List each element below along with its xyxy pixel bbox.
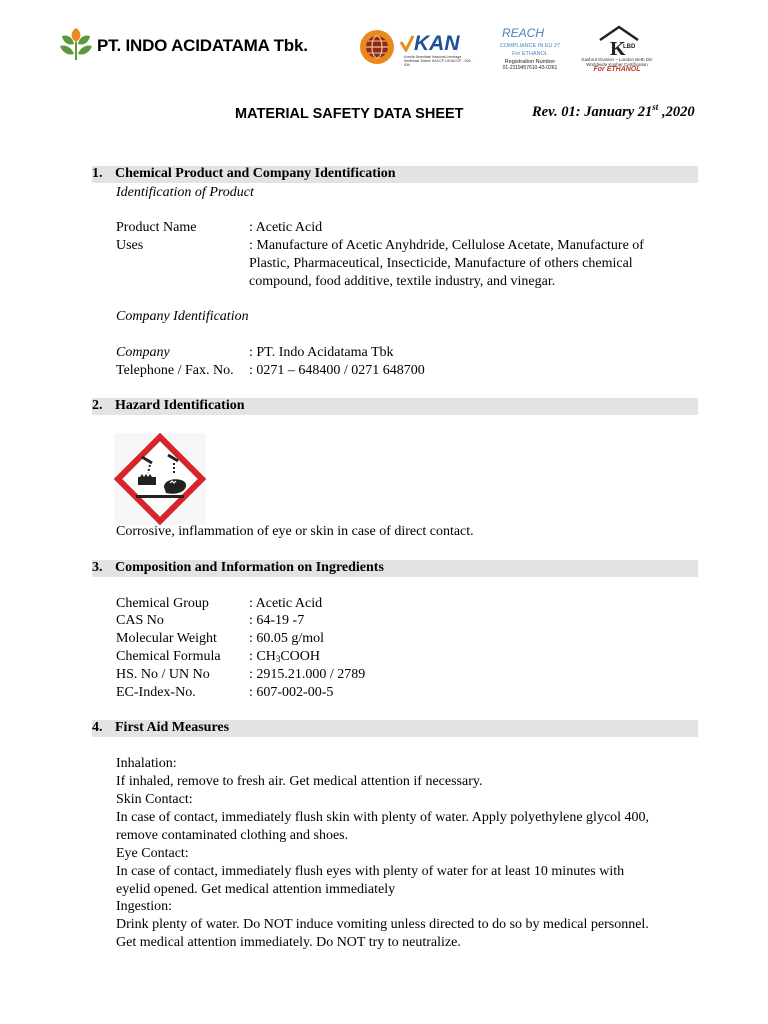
uses-label: Uses xyxy=(116,238,144,253)
section-2-title: Hazard Identification xyxy=(115,398,245,413)
chemical-formula-value: : $CH_3COOH$ xyxy=(249,649,321,664)
product-name-value: : Acetic Acid xyxy=(249,220,323,235)
ingestion-line-1: Drink plenty of water. Do NOT induce vomiting unless directed to do so by medical personnel. xyxy=(116,917,649,932)
identification-of-product-heading: Identification of Product xyxy=(116,185,254,200)
svg-text:K: K xyxy=(610,38,626,58)
chemical-group-label: Chemical Group xyxy=(116,596,209,611)
ingestion-label: Ingestion: xyxy=(116,899,172,914)
klbd-for-ethanol: For ETHANOL xyxy=(593,66,641,73)
reach-line-4: 01-2119457610-43-0261 xyxy=(502,65,558,71)
revision-date: Rev. 01: January 21st ,2020 xyxy=(532,102,695,120)
hs-un-no-value: : 2915.21.000 / 2789 xyxy=(249,667,366,682)
uses-value-line-1: : Manufacture of Acetic Anyhdride, Cellulose Acetate, Manufacture of xyxy=(249,238,644,253)
corrosive-pictogram-icon xyxy=(114,433,206,525)
section-3-number: 3. xyxy=(92,560,103,575)
company-identification-heading: Company Identification xyxy=(116,309,249,324)
company-label: Company xyxy=(116,345,170,360)
hs-un-no-label: HS. No / UN No xyxy=(116,667,210,682)
kan-logo: KAN xyxy=(414,32,460,55)
section-4-number: 4. xyxy=(92,720,103,735)
eye-contact-label: Eye Contact: xyxy=(116,846,189,861)
ec-index-label: EC-Index-No. xyxy=(116,685,196,700)
reach-line-2: For ETHANOL xyxy=(512,51,548,57)
company-name: PT. INDO ACIDATAMA Tbk. xyxy=(97,36,308,55)
section-4-title: First Aid Measures xyxy=(115,720,230,735)
product-name-label: Product Name xyxy=(116,220,197,235)
section-1-title: Chemical Product and Company Identification xyxy=(115,166,396,181)
ec-index-value: : 607-002-00-5 xyxy=(249,685,334,700)
skin-contact-line-2: remove contaminated clothing and shoes. xyxy=(116,828,349,843)
klbd-kosher-icon xyxy=(596,24,642,58)
klbd-subtext: Kashrut Division – London Beth Din Worldwide Kosher Certification xyxy=(581,57,653,67)
kan-check-icon xyxy=(400,34,414,52)
cas-no-value: : 64-19 -7 xyxy=(249,613,305,628)
reach-line-3: Registration Number xyxy=(504,59,556,65)
molecular-weight-label: Molecular Weight xyxy=(116,631,217,646)
uses-value-line-2: Plastic, Pharmaceutical, Insecticide, Manufacture of others chemical xyxy=(249,256,633,271)
eye-contact-line-1: In case of contact, immediately flush eyes with plenty of water for at least 10 minutes with xyxy=(116,864,625,879)
section-3-title: Composition and Information on Ingredients xyxy=(115,560,384,575)
chemical-formula-label: Chemical Formula xyxy=(116,649,221,664)
document-title: MATERIAL SAFETY DATA SHEET xyxy=(235,106,464,122)
section-2-number: 2. xyxy=(92,398,103,413)
uses-value-line-3: compound, food additive, textile industry, and vinegar. xyxy=(249,274,556,289)
eye-contact-line-2: eyelid opened. Get medical attention immediately xyxy=(116,882,396,897)
telephone-label: Telephone / Fax. No. xyxy=(116,363,234,378)
reach-line-1: COMPLIANCE IN EU 27 xyxy=(499,43,561,49)
globe-certification-icon xyxy=(358,28,396,66)
hazard-description: Corrosive, inflammation of eye or skin in case of direct contact. xyxy=(116,524,474,539)
svg-text:LBD: LBD xyxy=(623,44,636,50)
cas-no-label: CAS No xyxy=(116,613,164,628)
company-logo-icon xyxy=(56,24,96,62)
kan-logo-subtext: Komite Akreditasi Nasional Lembaga Sertifikasi Sistem HACCP LSHACCP - 005 - IDN xyxy=(404,55,473,67)
skin-contact-label: Skin Contact: xyxy=(116,792,193,807)
company-value: : PT. Indo Acidatama Tbk xyxy=(249,345,394,360)
chemical-group-value: : Acetic Acid xyxy=(249,596,323,611)
section-1-number: 1. xyxy=(92,166,103,181)
inhalation-text: If inhaled, remove to fresh air. Get medical attention if necessary. xyxy=(116,774,483,789)
molecular-weight-value: : 60.05 g/mol xyxy=(249,631,325,646)
telephone-value: : 0271 – 648400 / 0271 648700 xyxy=(249,363,425,378)
inhalation-label: Inhalation: xyxy=(116,756,177,771)
ingestion-line-2: Get medical attention immediately. Do NOT try to neutralize. xyxy=(116,935,461,950)
skin-contact-line-1: In case of contact, immediately flush skin with plenty of water. Apply polyethylene glycol 400, xyxy=(116,810,650,825)
reach-title: REACH xyxy=(502,26,545,40)
